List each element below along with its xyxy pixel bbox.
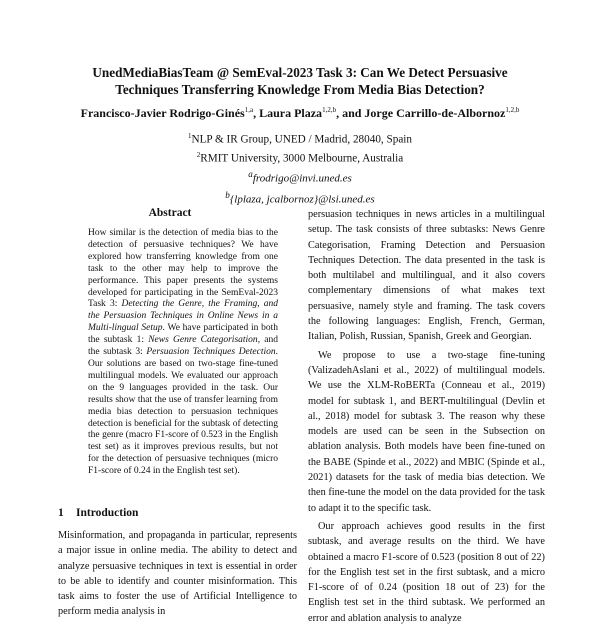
body-paragraph: persuasion techniques in news articles in a multilingual setup. The task consists of three subtasks: News Genre Categorisation, Framing Detection and Persuasion Techniques Detection. The data presented in the task is both multilabel and multilingual, and it also covers complementary dimensions of what makes text persuasive, namely style and framing. The task covers the following languages: English, French, German, Italian, Polish, Russian, Spanish, Greek and Georgian.: [308, 209, 545, 343]
author-name: Francisco-Javier Rodrigo-Ginés: [80, 106, 245, 120]
author-affil-marker: 1,2,b: [322, 106, 337, 114]
affiliation: [120, 129, 480, 148]
author-list: [40, 103, 560, 121]
author-affil-marker: 1,2,b: [505, 106, 520, 114]
abstract-text: . We have participated in both the subtask 1:: [88, 323, 278, 346]
author-separator: ,: [253, 106, 260, 120]
abstract-text: , and the subtask 3:: [88, 335, 279, 358]
email-address[interactable]: [120, 167, 480, 187]
email-text: frodrigo@invi.uned.es: [252, 173, 352, 186]
section-heading-introduction: [58, 507, 298, 519]
abstract-body: [88, 228, 278, 478]
abstract-text: How similar is the detection of media bias to the detection of persuasive techniques? We have explored how transferring knowledge from one task to the other may help to improve the performance. This paper presents the systems developed for participating in the SemEval-2023 Task 3:: [88, 228, 278, 310]
affiliation-marker: 2: [196, 151, 201, 160]
body-paragraph: Our approach achieves good results in the first subtask, and average results on the third. We have obtained a macro F1-score of 0.523 (position 8 out of 22) for the English test set in the first subtask, and a micro F1-score of of 0.24 (position 18 out of 23) for the English test set in the third subtask. We performed an error and ablation analysis to analyze: [308, 520, 545, 624]
affiliation: [120, 148, 480, 167]
email-address[interactable]: [120, 188, 480, 208]
abstract-subtask-1-name: News Genre Categorisation: [148, 335, 258, 346]
introduction-paragraph: Misinformation, and propaganda in particular, represents a major issue in online media. The ability to detect and analyze persuasive techniques in text is essential in order to be able to identify and counter misinformation. This task aims to foster the use of Artificial Intelligence to perform media analysis in: [58, 530, 297, 618]
email-marker: a: [248, 169, 253, 180]
abstract-task-title: Detecting the Genre, the Framing, and the Persuasion Techniques in Online News in a Multi-lingual Setup: [88, 299, 278, 334]
abstract-subtask-3-name: Persuasion Techniques Detection: [146, 347, 276, 358]
affiliation-marker: 1: [187, 132, 192, 140]
email-marker: b: [225, 189, 230, 200]
paper-title: [40, 65, 560, 98]
affiliations: [120, 129, 480, 208]
author-affil-marker: 1,a: [244, 106, 254, 114]
title-line-1: UnedMediaBiasTeam @ SemEval-2023 Task 3: Can We Detect Persuasive: [92, 65, 508, 80]
right-column: [308, 207, 545, 626]
body-paragraph: We propose to use a two-stage fine-tuning (ValizadehAslani et al., 2022) of multilingual models. We use the XLM-RoBERTa (Conneau et al., 2019) model for subtask 1, and BERT-multilingual (Devlin et al., 2018) model for subtask 3. The reason why these models are used can be seen in the Subsection on ablation analysis. Both models have been fine-tuned on the BABE (Spinde et al., 2022) and MBIC (Spinde et al., 2021) datasets for the task of media bias detection. We then fine-tune the model on the data provided for the task to adapt it to the specific task.: [308, 349, 545, 514]
section-number: 1: [58, 507, 64, 519]
section-title: Introduction: [76, 507, 139, 519]
author-name: Laura Plaza: [259, 106, 323, 120]
abstract-text: . Our solutions are based on two-stage fine-tuned multilingual models. We evaluated our approach on the 9 languages provided in the task. Our results show that the use of transfer learning from media bias detection to persuasion techniques detection is beneficial for the subtask of detecting the genre (macro F1-score of 0.523 in the English test set) as it improves previous results, but not for the detection of persuasive techniques (micro F1-score of 0.24 in the English test set).: [88, 347, 278, 477]
abstract-heading: Abstract: [148, 207, 192, 219]
affiliation-text: NLP & IR Group, UNED / Madrid, 28040, Spain: [191, 133, 413, 146]
author-name: Jorge Carrillo-de-Albornoz: [364, 106, 506, 120]
title-line-2: Techniques Transferring Knowledge From Media Bias Detection?: [115, 81, 485, 97]
author-separator: , and: [336, 106, 365, 120]
affiliation-text: RMIT University, 3000 Melbourne, Australia: [200, 152, 404, 165]
email-text: {lplaza, jcalbornoz}@lsi.uned.es: [229, 193, 375, 206]
